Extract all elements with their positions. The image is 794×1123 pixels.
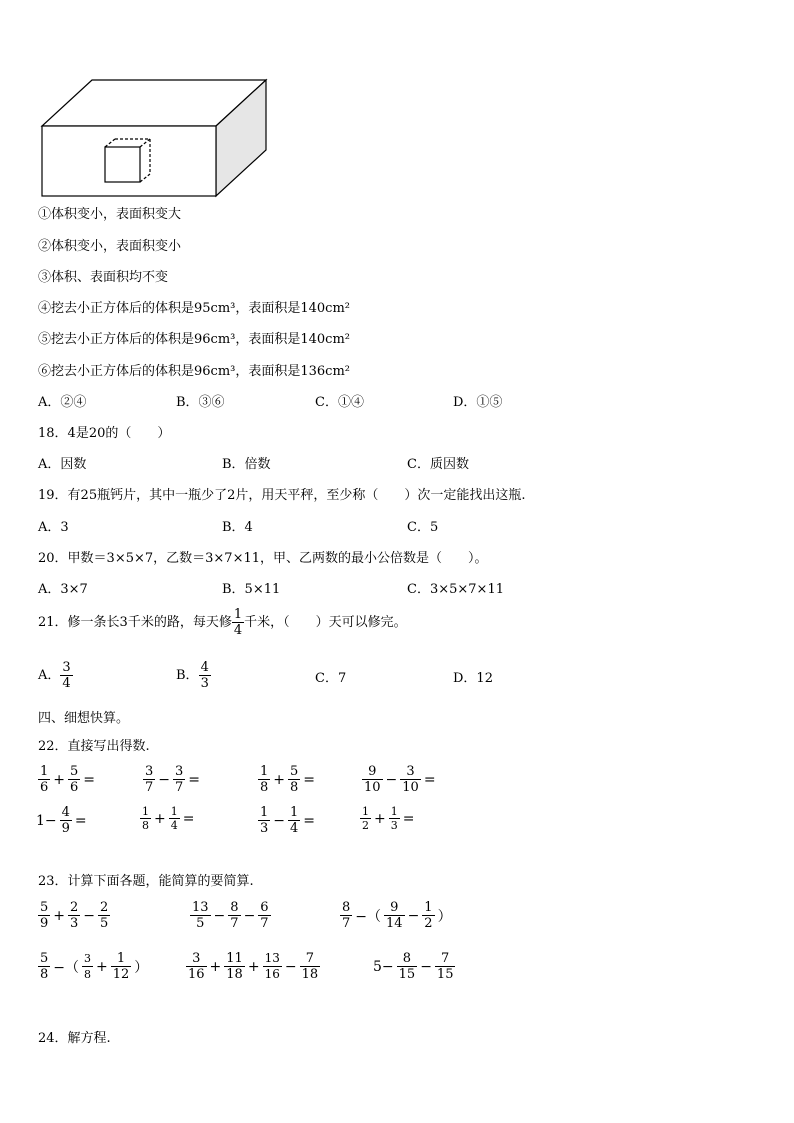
q21-choice-a: A． $\frac{3}{4}$ <box>38 660 71 691</box>
q24-title: 24．解方程. <box>38 1031 111 1046</box>
q18-choice-c: C．质因数 <box>407 457 469 472</box>
q19-choice-c: C．5 <box>407 520 439 535</box>
q23-expr-1: $\frac{5}{9}$ + $\frac{2}{3}$ − $\frac{2}{5}$ <box>40 900 109 931</box>
q17-choice-a: A．②④ <box>38 395 87 410</box>
q23-expr-4: $\frac{5}{8}$ −（ $\frac{3}{8}$ + $\frac{1}{12}$ ） <box>40 951 149 982</box>
q19-choice-a: A．3 <box>38 520 69 535</box>
q21-question <box>38 607 407 638</box>
q19-text: 19．有25瓶钙片，其中一瓶少了2片，用天平秤，至少称（ ）次一定能找出这瓶. <box>38 488 526 503</box>
q22-title: 22．直接写出得数. <box>38 739 150 754</box>
q21-choice-b: B． $\frac{4}{3}$ <box>176 660 209 691</box>
q19-choice-b: B．4 <box>222 520 253 535</box>
q22-expr-7: $\frac{1}{3}$ − $\frac{1}{4}$ = <box>260 805 316 836</box>
q21-choice-d: D．12 <box>453 671 493 686</box>
q23-expr-3: $\frac{8}{7}$ −（ $\frac{9}{14}$ − $\frac{1}{2}$ ） <box>342 900 452 931</box>
q17-choice-c: C．①④ <box>315 395 364 410</box>
q20-choice-c: C．3×5×7×11 <box>407 582 504 597</box>
q18-choice-b: B．倍数 <box>222 457 271 472</box>
q22-expr-8: $\frac{1}{2}$ + $\frac{1}{3}$ = <box>362 805 415 832</box>
q17-option-3: ③体积、表面积均不变 <box>38 270 169 285</box>
q17-option-4: ④挖去小正方体后的体积是95cm³，表面积是140cm² <box>38 301 350 316</box>
q23-expr-2: $\frac{13}{5}$ − $\frac{8}{7}$ − $\frac{6}{7}$ <box>192 900 269 931</box>
q22-expr-2: $\frac{3}{7}$ − $\frac{3}{7}$ = <box>145 764 201 795</box>
q21-choice-c: C．7 <box>315 671 347 686</box>
q20-choice-a: A．3×7 <box>38 582 88 597</box>
q17-option-2: ②体积变小，表面积变小 <box>38 239 182 254</box>
q18-text: 18．4是20的（ ） <box>38 426 171 441</box>
q22-expr-5: 1− $\frac{4}{9}$ = <box>36 805 87 836</box>
section-heading: 四、细想快算。 <box>38 711 130 726</box>
q17-choice-b: B．③⑥ <box>176 395 225 410</box>
cuboid-figure <box>38 76 270 200</box>
q23-title: 23．计算下面各题，能简算的要简算. <box>38 874 254 889</box>
q22-expr-6: $\frac{1}{8}$ + $\frac{1}{4}$ = <box>142 805 195 832</box>
q20-choice-b: B．5×11 <box>222 582 281 597</box>
q20-text: 20．甲数＝3×5×7，乙数＝3×7×11，甲、乙两数的最小公倍数是（ ）。 <box>38 551 488 566</box>
q21-text-post: 千米，（ ）天可以修完。 <box>244 615 407 630</box>
q23-expr-5: $\frac{3}{16}$ + $\frac{11}{18}$ + $\frac{13}{16}$ − $\frac{7}{18}$ <box>188 951 319 982</box>
q22-expr-3: $\frac{1}{8}$ + $\frac{5}{8}$ = <box>260 764 316 795</box>
q17-option-1: ①体积变小，表面积变大 <box>38 207 182 222</box>
q17-choice-d: D．①⑤ <box>453 395 503 410</box>
q21-text-pre: 21．修一条长3千米的路，每天修 <box>38 615 232 630</box>
q22-expr-1: $\frac{1}{6}$ + $\frac{5}{6}$ = <box>40 764 96 795</box>
q17-option-6: ⑥挖去小正方体后的体积是96cm³，表面积是136cm² <box>38 364 350 379</box>
q22-expr-4: $\frac{9}{10}$ − $\frac{3}{10}$ = <box>364 764 436 795</box>
fraction: $\frac{1}{4}$ <box>233 607 243 638</box>
q18-choice-a: A．因数 <box>38 457 87 472</box>
q17-option-5: ⑤挖去小正方体后的体积是96cm³，表面积是140cm² <box>38 332 350 347</box>
q23-expr-6: 5− $\frac{8}{15}$ − $\frac{7}{15}$ <box>373 951 454 982</box>
